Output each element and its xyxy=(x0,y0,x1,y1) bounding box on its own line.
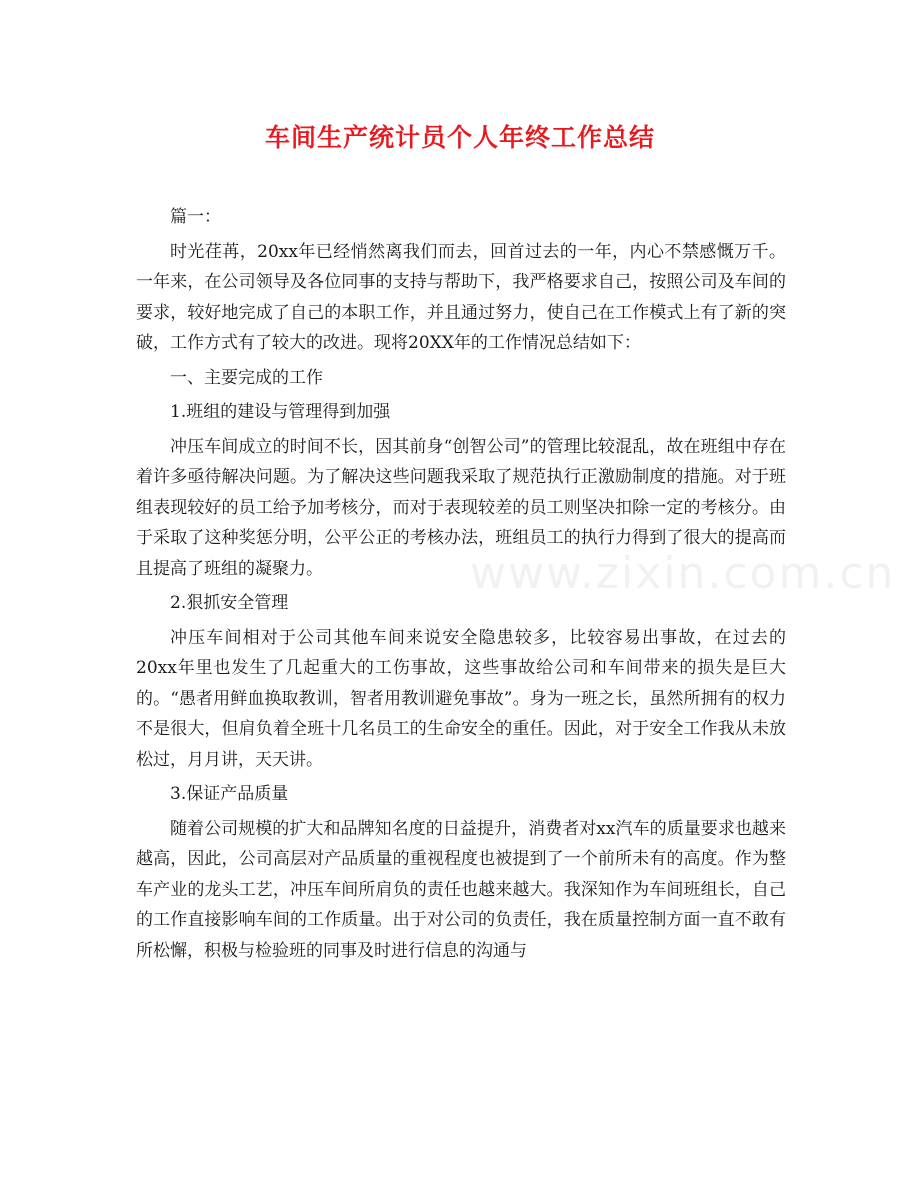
paragraph-section-label: 篇一： xyxy=(170,207,221,227)
heading-main-work: 一、主要完成的工作 xyxy=(170,367,323,388)
heading-quality: 3.保证产品质量 xyxy=(170,784,289,804)
paragraph-intro: 时光荏苒，20xx年已经悄然离我们而去，回首过去的一年，内心不禁感慨万千。一年来，在公司领导及各位同事的支持与帮助下，我严格要求自己，按照公司及车间的要求，较好地完成了自己的本职工作，并且通过努力，使自己在工作模式上有了新的突破，工作方式有了较大的改进。现将20XX年的工作情况总结如下： xyxy=(136,241,786,353)
paragraph-safety: 冲压车间相对于公司其他车间来说安全隐患较多，比较容易出事故，在过去的20xx年里也发生了几起重大的工伤事故，这些事故给公司和车间带来的损失是巨大的。“愚者用鲜血换取教训，智者用教训避免事故”。身为一班之长，虽然所拥有的权力不是很大，但肩负着全班十几名员工的生命安全的重任。因此，对于安全工作我从未放松过，月月讲，天天讲。 xyxy=(136,627,786,770)
document-title: 车间生产统计员个人年终工作总结 xyxy=(264,123,655,152)
heading-team-building: 1.班组的建设与管理得到加强 xyxy=(170,402,391,422)
paragraph-team-building: 冲压车间成立的时间不长，因其前身“创智公司”的管理比较混乱，故在班组中存在着许多亟待解决问题。为了解决这些问题我采取了规范执行正激励制度的措施。对于班组表现较好的员工给予加考核分，而对于表现较差的员工则坚决扣除一定的考核分。由于采取了这种奖惩分明，公平公正的考核办法，班组员工的执行力得到了很大的提高而且提高了班组的凝聚力。 xyxy=(136,436,786,579)
watermark: www.zixin.com.cn xyxy=(470,548,896,599)
document-body xyxy=(136,202,786,970)
paragraph-quality: 随着公司规模的扩大和品牌知名度的日益提升，消费者对xx汽车的质量要求也越来越高，因此，公司高层对产品质量的重视程度也被提到了一个前所未有的高度。作为整车产业的龙头工艺，冲压车间所肩负的责任也越来越大。我深知作为车间班组长，自己的工作直接影响车间的工作质量。出于对公司的负责任，我在质量控制方面一直不敢有所松懈，积极与检验班的同事及时进行信息的沟通与 xyxy=(136,818,786,961)
heading-safety: 2.狠抓安全管理 xyxy=(170,593,289,613)
